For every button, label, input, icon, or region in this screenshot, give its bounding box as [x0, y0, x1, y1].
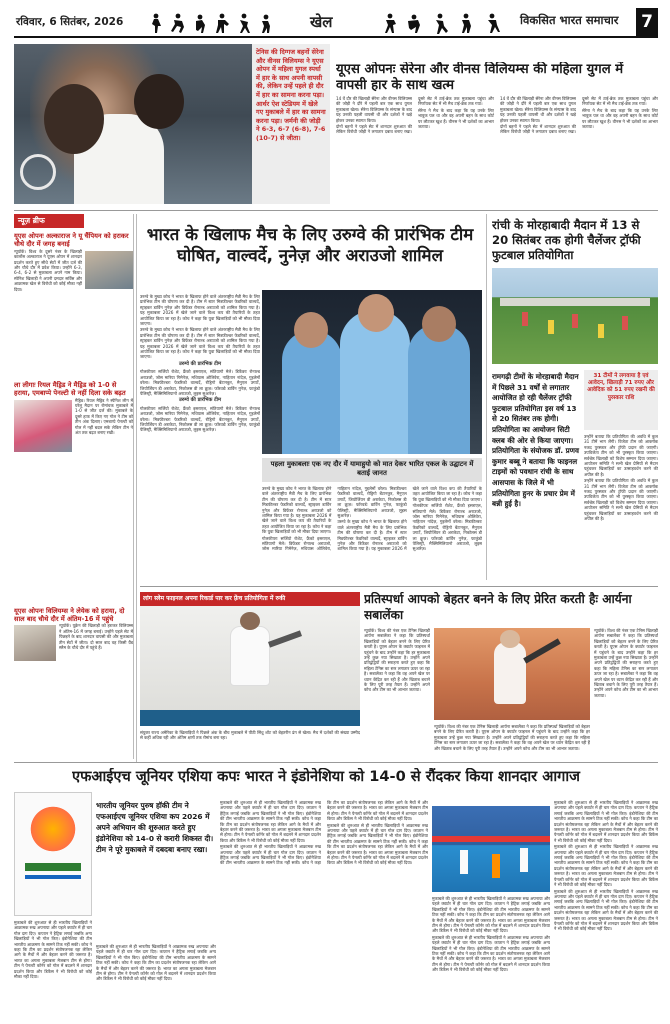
story5-para: न्यूयॉर्क। विश्व की नंबर एक टेनिस खिलाड़ी आर्यना सबालेंका ने कहा कि प्रतिस्पर्धा खिलाड़ियों को बेहतर बनने के लिए प्रेरित करती है। यूएस ओपन के क्वार्टर फाइनल में पहुंचने के बाद उन्होंने कहा कि हर मुकाबला उन्हें कुछ नया सिखाता है। उन्होंने अपने प्रतिद्वंद्वियों की सराहना करते हुए कहा कि महिला टेनिस का स्तर लगातार ऊपर जा रहा है। सबालेंका ने कहा कि वह अपने खेल पर ध्यान केंद्रित कर रही हैं और खिताब बचाने के लिए पूरी तरह तैयार हैं। उन्होंने अपने कोच और टीम का भी आभार जताया।	[364, 628, 430, 693]
story2-caption-box	[262, 458, 482, 482]
story6-right	[554, 800, 658, 1016]
divider	[14, 210, 658, 211]
story4-top-label: लांग स्लेम फाइनल अपना रिकार्ड पार कर फ़्रेंच प्रतियोगिता में रुकी	[143, 595, 286, 602]
brief-text: न्यूयॉर्क। यूक्रेन की खिलाड़ी को हराकर विलियम्स ने अंतिम-16 में जगह बनाई। उन्होंने पहले सेट में पिछड़ने के बाद शानदार वापसी की और मुकाबला तीन सेटों में जीता। दो साल बाद वह किसी ग्रैंड स्लैम के चौथे दौर में पहुंचे हैं।	[59, 623, 133, 651]
sidebar-divider	[136, 214, 137, 762]
page-number: 7	[636, 8, 658, 36]
story6-para: मुकाबले की शुरुआत से ही भारतीय खिलाड़ियों ने आक्रामक रुख अपनाया और पहले क्वार्टर में ही चार गोल दाग दिए। कप्तान ने हैट्रिक लगाई जबकि अन्य खिलाड़ियों ने भी गोल किए। इंडोनेशिया की टीम भारतीय आक्रमण के सामने टिक नहीं सकी। कोच ने कहा कि टीम का प्रदर्शन संतोषजनक रहा लेकिन आगे के मैचों में और बेहतर करने की जरूरत है। भारत का अगला मुकाबला मेजबान टीम से होगा। टीम ने पेनल्टी कॉर्नर को गोल में बदलने में शानदार प्रदर्शन किया और डिफेंस ने भी विरोधी को कोई मौका नहीं दिया।	[14, 920, 92, 980]
story2-caption: पहला मुकाबलाः एक नए दौर में यामाहुयो को मात देकर भारित एकल के उद्घाटन में बताई जानत	[270, 460, 474, 477]
newspaper-name: विकसित भारत समाचार	[520, 13, 619, 27]
story3-lead: रामगढ़ी टीमों के मोरहाबादी मैदान में पिछले 31 वर्षों से लगातार आयोजित हो रही चैलेंजर ट्रॉफी फुटबाल प्रतियोगिता इस वर्ष 13 से 20 सितंबर तक होगी। प्रतियोगिता का आयोजन सिटी क्लब की ओर से किया जाएगा। प्रतियोगिता के संयोजक डॉ. प्रणव कुमार बब्बू ने बताया कि फाइनल टाइमों को पवधान रांची के साथ आसपास के जिले में भी प्रतियोगिता हुनर के प्रचार प्रेम में बन्नी हुई है।	[492, 372, 579, 509]
story2-body: उरुग्वे के मुख्य कोच ने भारत के खिलाफ होने वाले अंतरराष्ट्रीय मैत्री मैच के लिए प्रारंभिक टीम की घोषणा कर दी है। टीम में स्टार मिडफील्डर फेडरिको वाल्वर्दे, स्ट्राइकर डार्विन नुनेज़ और डिफेंडर रोनाल्ड अराउजो को शामिल किया गया है। यह मुकाबला 2026 में खेले जाने वाले विश्व कप की तैयारियों के तहत आयोजित किया जा रहा है। कोच ने कहा कि युवा खिलाड़ियों को भी मौका दिया जाएगा।	[140, 294, 260, 327]
story2-roster: गोलकीपरः सर्जियो रोशेट, फ्रैंको इसराएल, संतियागो मेले। डिफेंडरः रोनाल्ड अराउजो, जोस मारिया गिमेनेज़, मथियास ओलिवेरा, नाहितान नांदेज़, गुइलेर्मो वरेला। मिडफील्डरः फेडरिको वाल्वर्दे, रोड्रिगो बेंटानकुर, मैनुएल उगार्टे, जियोर्जियन डी अराकेटा, निकोलस डी ला क्रूज़। फॉरवर्डः डार्विन नुनेज़, फाकुंडो पेलिस्ट्री, मैक्सिमिलियानो अराउजो, लुइस सुआरेज़।	[140, 369, 260, 396]
story1-headline: यूएस ओपनः सेरेना और वीनस विलियम्स की महिला युगल में वापसी हार के साथ खत्म	[336, 62, 624, 93]
story6-left-text	[14, 920, 92, 1016]
story5-para: न्यूयॉर्क। विश्व की नंबर एक टेनिस खिलाड़ी आर्यना सबालेंका ने कहा कि प्रतिस्पर्धा खिलाड़ियों को बेहतर बनने के लिए प्रेरित करती है। यूएस ओपन के क्वार्टर फाइनल में पहुंचने के बाद उन्होंने कहा कि हर मुकाबला उन्हें कुछ नया सिखाता है। उन्होंने अपने प्रतिद्वंद्वियों की सराहना करते हुए कहा कि महिला टेनिस का स्तर लगातार ऊपर जा रहा है। सबालेंका ने कहा कि वह अपने खेल पर ध्यान केंद्रित कर रही हैं और खिताब बचाने के लिए पूरी तरह तैयार हैं। उन्होंने अपने कोच और टीम का भी आभार जताया।	[434, 724, 590, 751]
story2-body: उरुग्वे के मुख्य कोच ने भारत के खिलाफ होने वाले अंतरराष्ट्रीय मैत्री मैच के लिए प्रारंभिक टीम की घोषणा कर दी है। टीम में स्टार मिडफील्डर फेडरिको वाल्वर्दे, स्ट्राइकर डार्विन नुनेज़ और डिफेंडर रोनाल्ड अराउजो को शामिल किया गया है। यह मुकाबला 2026 में खेले जाने वाले विश्व कप की तैयारियों के तहत आयोजित किया जा रहा है। कोच ने कहा कि युवा खिलाड़ियों को भी मौका दिया जाएगा।	[337, 486, 482, 552]
story1-para: सेरेना ने मैच के बाद कहा कि यह उनके लिए भावुक पल था और वह अपनी बहन के साथ कोर्ट पर लौटकर खुश हैं। वीनस ने भी दर्शकों का आभार जताया।	[582, 107, 658, 130]
story5-col-under-photo	[434, 724, 590, 758]
story6-para: मुकाबले की शुरुआत से ही भारतीय खिलाड़ियों ने आक्रामक रुख अपनाया और पहले क्वार्टर में ही चार गोल दाग दिए। कप्तान ने हैट्रिक लगाई जबकि अन्य खिलाड़ियों ने भी गोल किए। इंडोनेशिया की टीम भारतीय आक्रमण के सामने टिक नहीं सकी। कोच ने कहा कि टीम का प्रदर्शन संतोषजनक रहा लेकिन आगे के मैचों में और बेहतर करने की जरूरत है। भारत का अगला मुकाबला मेजबान टीम से होगा। टीम ने पेनल्टी कॉर्नर को गोल में बदलने में शानदार प्रदर्शन किया और डिफेंस ने भी विरोधी को कोई मौका नहीं दिया।	[432, 934, 550, 973]
story6-para: मुकाबले की शुरुआत से ही भारतीय खिलाड़ियों ने आक्रामक रुख अपनाया और पहले क्वार्टर में ही चार गोल दाग दिए। कप्तान ने हैट्रिक लगाई जबकि अन्य खिलाड़ियों ने भी गोल किए। इंडोनेशिया की टीम भारतीय आक्रमण के सामने टिक नहीं सकी। कोच ने कहा कि टीम का प्रदर्शन संतोषजनक रहा लेकिन आगे के मैचों में और बेहतर करने की जरूरत है। भारत का अगला मुकाबला मेजबान टीम से होगा। टीम ने पेनल्टी कॉर्नर को गोल में बदलने में शानदार प्रदर्शन किया और डिफेंस ने भी विरोधी को कोई मौका नहीं दिया।	[554, 844, 658, 888]
story6-under-photo	[432, 896, 550, 1016]
story3-para: उन्होंने बताया कि प्रतियोगिता की अवधि में कुल 31 टीमें भाग लेंगी। विजेता टीम को आकर्षक नकद पुरस्कार और ट्रॉफी प्रदान की जाएगी। उपविजेता टीम को भी पुरस्कृत किया जाएगा। सर्वश्रेष्ठ खिलाड़ी को विशेष सम्मान दिया जाएगा। आयोजन समिति ने सभी खेल प्रेमियों से मैदान पहुंचकर खिलाड़ियों का उत्साहवर्धन करने की अपील की है।	[584, 478, 658, 522]
story6-para: मुकाबले की शुरुआत से ही भारतीय खिलाड़ियों ने आक्रामक रुख अपनाया और पहले क्वार्टर में ही चार गोल दाग दिए। कप्तान ने हैट्रिक लगाई जबकि अन्य खिलाड़ियों ने भी गोल किए। इंडोनेशिया की टीम भारतीय आक्रमण के सामने टिक नहीं सकी। कोच ने कहा कि टीम का प्रदर्शन संतोषजनक रहा लेकिन आगे के मैचों में और बेहतर करने की जरूरत है। भारत का अगला मुकाबला मेजबान टीम से होगा। टीम ने पेनल्टी कॉर्नर को गोल में बदलने में शानदार प्रदर्शन किया और डिफेंस ने भी विरोधी को कोई मौका नहीं दिया।	[327, 822, 428, 866]
divider	[14, 762, 658, 763]
tennis-player-photo	[140, 606, 360, 726]
sports-silhouettes-left	[148, 12, 278, 34]
story5-col3	[594, 628, 658, 756]
story2-subhead: उरुग्वे की प्रारंभिक टीम	[179, 397, 221, 404]
brief-text: मैड्रिड। रियल मैड्रिड ने स्पेनिश लीग में घरेलू मैदान पर रोमांचक मुकाबले में 1-0 से जीत दर्ज की। मुकाबले के दूसरे हाफ में किए गए गोल ने टीम को तीन अंक दिलाए। एमबाप्पे पेनल्टी को गोल में नहीं बदल सके लेकिन टीम ने अंत तक बढ़त बनाए रखी।	[75, 397, 133, 436]
story4-caption	[140, 730, 360, 760]
brief-title: यूएस ओपनः अल्काराज ने यू चैंपियन को हराकर चौथे दौर में जगह बनाई	[14, 232, 129, 249]
story6-lead-under	[96, 944, 216, 1016]
story6-middle	[220, 800, 428, 1016]
brief-title: ला लीगाः रियल मैड्रिड ने मैड्रिड को 1-0 से हराया, एमबाप्पे पेनल्टी से नहीं दिला सके बढ़त	[14, 380, 126, 398]
story5-col1	[364, 628, 430, 756]
divider	[140, 586, 658, 587]
story2-body: उरुग्वे के मुख्य कोच ने भारत के खिलाफ होने वाले अंतरराष्ट्रीय मैत्री मैच के लिए प्रारंभिक टीम की घोषणा कर दी है। टीम में स्टार मिडफील्डर फेडरिको वाल्वर्दे, स्ट्राइकर डार्विन नुनेज़ और डिफेंडर रोनाल्ड अराउजो को शामिल किया गया है। यह मुकाबला 2026 में खेले जाने वाले विश्व कप की तैयारियों के तहत आयोजित किया जा रहा है। कोच ने कहा कि युवा खिलाड़ियों को भी मौका दिया जाएगा।	[140, 327, 260, 360]
brief-text: न्यूयॉर्क। विश्व के दूसरे नंबर के खिलाड़ी कार्लोस अल्काराज ने यूएस ओपन में शानदार प्रदर्शन करते हुए सीधे सेटों में जीत दर्ज की और चौथे दौर में प्रवेश किया। उन्होंने 6-3, 6-4, 6-2 से मुकाबला अपने नाम किया। स्पेनिश खिलाड़ी ने अपनी दमदार सर्विस और आक्रामक खेल से विरोधी को कोई मौका नहीं दिया।	[14, 248, 82, 292]
story1-para: 14 वें दौर की खिलाड़ी सेरेना और वीनस विलियम्स की जोड़ी ने दौरे में पहली बार एक साथ युगल मुकाबला खेला। सेरेना विलियम्स के संन्यास के बाद यह उनकी पहली वापसी थी और दर्शकों ने खड़े होकर उनका स्वागत किया।	[336, 96, 412, 123]
story2-body: उरुग्वे के मुख्य कोच ने भारत के खिलाफ होने वाले अंतरराष्ट्रीय मैत्री मैच के लिए प्रारंभिक टीम की घोषणा कर दी है। टीम में स्टार मिडफील्डर फेडरिको वाल्वर्दे, स्ट्राइकर डार्विन नुनेज़ और डिफेंडर रोनाल्ड अराउजो को शामिल किया गया है। यह मुकाबला 2026 में खेले जाने वाले विश्व कप की तैयारियों के तहत आयोजित किया जा रहा है। कोच ने कहा कि युवा खिलाड़ियों को भी मौका दिया जाएगा।	[262, 486, 332, 535]
brief-photo	[85, 251, 133, 289]
masthead	[14, 8, 658, 38]
story6-headline: एफआईएच जूनियर एशिया कपः भारत ने इंडोनेशिया को 14-0 से रौंदकर किया शानदार आगाज	[72, 768, 580, 785]
story1-para: दोनों बहनों ने पहले सेट में शानदार शुरुआत की लेकिन विरोधी जोड़ी ने लगातार दबाव बनाए रखा। दूसरे सेट में टाई-ब्रेक तक मुकाबला पहुंचा और निर्णायक सेट में भी मैच टाई-ब्रेक तक गया।	[336, 96, 494, 135]
story2-roster: गोलकीपरः सर्जियो रोशेट, फ्रैंको इसराएल, संतियागो मेले। डिफेंडरः रोनाल्ड अराउजो, जोस मारिया गिमेनेज़, मथियास ओलिवेरा, नाहितान नांदेज़, गुइलेर्मो वरेला। मिडफील्डरः फेडरिको वाल्वर्दे, रोड्रिगो बेंटानकुर, मैनुएल उगार्टे, जियोर्जियन डी अराकेटा, निकोलस डी ला क्रूज़। फॉरवर्डः डार्विन नुनेज़, फाकुंडो पेलिस्ट्री, मैक्सिमिलियानो अराउजो, लुइस सुआरेज़।	[262, 486, 407, 552]
story5-headline: प्रतिस्पर्धा आपको बेहतर बनने के लिए प्रेरित करती हैः आर्यना सबालेंका	[364, 592, 632, 622]
story6-para: मुकाबले की शुरुआत से ही भारतीय खिलाड़ियों ने आक्रामक रुख अपनाया और पहले क्वार्टर में ही चार गोल दाग दिए। कप्तान ने हैट्रिक लगाई जबकि अन्य खिलाड़ियों ने भी गोल किए। इंडोनेशिया की टीम भारतीय आक्रमण के सामने टिक नहीं सकी। कोच ने कहा कि टीम का प्रदर्शन संतोषजनक रहा लेकिन आगे के मैचों में और बेहतर करने की जरूरत है। भारत का अगला मुकाबला मेजबान टीम से होगा। टीम ने पेनल्टी कॉर्नर को गोल में बदलने में शानदार प्रदर्शन किया और डिफेंस ने भी विरोधी को कोई मौका नहीं दिया।	[220, 800, 428, 866]
uruguay-team-photo	[262, 290, 482, 454]
sidebar-label: न्यूज़ ब्रीफ	[14, 214, 84, 228]
story6-para: मुकाबले की शुरुआत से ही भारतीय खिलाड़ियों ने आक्रामक रुख अपनाया और पहले क्वार्टर में ही चार गोल दाग दिए। कप्तान ने हैट्रिक लगाई जबकि अन्य खिलाड़ियों ने भी गोल किए। इंडोनेशिया की टीम भारतीय आक्रमण के सामने टिक नहीं सकी। कोच ने कहा कि टीम का प्रदर्शन संतोषजनक रहा लेकिन आगे के मैचों में और बेहतर करने की जरूरत है। भारत का अगला मुकाबला मेजबान टीम से होगा। टीम ने पेनल्टी कॉर्नर को गोल में बदलने में शानदार प्रदर्शन किया और डिफेंस ने भी विरोधी को कोई मौका नहीं दिया।	[432, 896, 550, 934]
story2-roster: गोलकीपरः सर्जियो रोशेट, फ्रैंको इसराएल, संतियागो मेले। डिफेंडरः रोनाल्ड अराउजो, जोस मारिया गिमेनेज़, मथियास ओलिवेरा, नाहितान नांदेज़, गुइलेर्मो वरेला। मिडफील्डरः फेडरिको वाल्वर्दे, रोड्रिगो बेंटानकुर, मैनुएल उगार्टे, जियोर्जियन डी अराकेटा, निकोलस डी ला क्रूज़। फॉरवर्डः डार्विन नुनेज़, फाकुंडो पेलिस्ट्री, मैक्सिमिलियानो अराउजो, लुइस सुआरेज़।	[412, 503, 482, 552]
story4-label	[140, 592, 360, 606]
story3-headline: रांची के मोरहाबादी मैदान में 13 से 20 सितंबर तक होगी चैलेंजर ट्रॉफी फुटबाल प्रतियोगिता	[492, 218, 641, 262]
story2-roster: गोलकीपरः सर्जियो रोशेट, फ्रैंको इसराएल, संतियागो मेले। डिफेंडरः रोनाल्ड अराउजो, जोस मारिया गिमेनेज़, मथियास ओलिवेरा, नाहितान नांदेज़, गुइलेर्मो वरेला। मिडफील्डरः फेडरिको वाल्वर्दे, रोड्रिगो बेंटानकुर, मैनुएल उगार्टे, जियोर्जियन डी अराकेटा, निकोलस डी ला क्रूज़। फॉरवर्डः डार्विन नुनेज़, फाकुंडो पेलिस्ट्री, मैक्सिमिलियानो अराउजो, लुइस सुआरेज़।	[140, 405, 260, 433]
story3-body	[584, 434, 658, 584]
story1-para: सेरेना ने मैच के बाद कहा कि यह उनके लिए भावुक पल था और वह अपनी बहन के साथ कोर्ट पर लौटकर खुश हैं। वीनस ने भी दर्शकों का आभार जताया।	[418, 107, 494, 130]
hockey-logo-photo	[14, 792, 92, 916]
story6-para: मुकाबले की शुरुआत से ही भारतीय खिलाड़ियों ने आक्रामक रुख अपनाया और पहले क्वार्टर में ही चार गोल दाग दिए। कप्तान ने हैट्रिक लगाई जबकि अन्य खिलाड़ियों ने भी गोल किए। इंडोनेशिया की टीम भारतीय आक्रमण के सामने टिक नहीं सकी। कोच ने कहा कि टीम का प्रदर्शन संतोषजनक रहा लेकिन आगे के मैचों में और बेहतर करने की जरूरत है। भारत का अगला मुकाबला मेजबान टीम से होगा। टीम ने पेनल्टी कॉर्नर को गोल में बदलने में शानदार प्रदर्शन किया और डिफेंस ने भी विरोधी को कोई मौका नहीं दिया।	[96, 944, 216, 982]
sabalenka-photo	[434, 628, 590, 720]
story4-caption-text: संयुक्त राज्य अमेरिका के खिलाड़ियों ने पिछले अंक के बीच मुकाबले में पीठी सिंधु शॉट को बेहतरीन ढंग से खेला। मैच में दर्शकों की संख्या उम्मीद से कहीं अधिक रही और अंतिम क्षणों तक रोमांच बना रहा।	[140, 730, 360, 741]
story2-subhead: उरुग्वे की प्रारंभिक टीम	[179, 360, 221, 367]
football-match-photo	[492, 268, 658, 364]
divider	[486, 214, 487, 580]
issue-date: रविवार, 6 सितंबर, 2026	[16, 16, 124, 28]
news-brief-sidebar	[14, 214, 134, 759]
story6-lead: भारतीय जूनियर पुरुष हॉकी टीम ने एफआईएच जूनियर एशिया कप 2026 में अपने अभियान की शुरुआत करते हुए इंडोनेशिया को 14-0 से करारी शिकस्त दी। टीम ने पूरे मुकाबले में दबदबा बनाए रखा।	[96, 801, 214, 854]
story1-caption: टेनिस की दिग्गज बहनों सेरेना और वीनस विलियम्स ने यूएस ओपन में महिला युगल स्पर्धा में हार के साथ अपनी वापसी की, लेकिन उन्हें पहले ही दौर में हार का सामना करना पड़ा। आर्थर ऐश स्टेडियम में खेले गए मुकाबले में हार का सामना करना पड़ा। जर्मनी की जोड़ी ने 6-3, 6-7 (6-8), 7-6 (10-7) से जीता।	[256, 48, 326, 142]
story3-para: उन्होंने बताया कि प्रतियोगिता की अवधि में कुल 31 टीमें भाग लेंगी। विजेता टीम को आकर्षक नकद पुरस्कार और ट्रॉफी प्रदान की जाएगी। उपविजेता टीम को भी पुरस्कृत किया जाएगा। सर्वश्रेष्ठ खिलाड़ी को विशेष सम्मान दिया जाएगा। आयोजन समिति ने सभी खेल प्रेमियों से मैदान पहुंचकर खिलाड़ियों का उत्साहवर्धन करने की अपील की है।	[584, 434, 658, 477]
story3-pull: 31 टीमों ने लगवाया है एवं आवेदन, खिलाड़ी 71 रुपए और आवेदिक को 51 रुपए रखनी की पुरस्कार राशि	[587, 373, 655, 401]
story2-left-column	[140, 294, 260, 538]
hockey-match-photo	[432, 806, 550, 892]
brief-photo	[14, 400, 72, 452]
story1-body	[336, 96, 658, 204]
story6-para: मुकाबले की शुरुआत से ही भारतीय खिलाड़ियों ने आक्रामक रुख अपनाया और पहले क्वार्टर में ही चार गोल दाग दिए। कप्तान ने हैट्रिक लगाई जबकि अन्य खिलाड़ियों ने भी गोल किए। इंडोनेशिया की टीम भारतीय आक्रमण के सामने टिक नहीं सकी। कोच ने कहा कि टीम का प्रदर्शन संतोषजनक रहा लेकिन आगे के मैचों में और बेहतर करने की जरूरत है। भारत का अगला मुकाबला मेजबान टीम से होगा। टीम ने पेनल्टी कॉर्नर को गोल में बदलने में शानदार प्रदर्शन किया और डिफेंस ने भी विरोधी को कोई मौका नहीं दिया।	[554, 800, 658, 843]
story1-caption-box	[252, 44, 330, 204]
story6-para: मुकाबले की शुरुआत से ही भारतीय खिलाड़ियों ने आक्रामक रुख अपनाया और पहले क्वार्टर में ही चार गोल दाग दिए। कप्तान ने हैट्रिक लगाई जबकि अन्य खिलाड़ियों ने भी गोल किए। इंडोनेशिया की टीम भारतीय आक्रमण के सामने टिक नहीं सकी। कोच ने कहा कि टीम का प्रदर्शन संतोषजनक रहा लेकिन आगे के मैचों में और बेहतर करने की जरूरत है। भारत का अगला मुकाबला मेजबान टीम से होगा। टीम ने पेनल्टी कॉर्नर को गोल में बदलने में शानदार प्रदर्शन किया और डिफेंस ने भी विरोधी को कोई मौका नहीं दिया।	[220, 800, 321, 843]
brief-title: यूएस ओपनः विलियम्स ने लेयेक को हराया, दो साल बाद चौथे दौर में अंतिम-16 में पहुंचे	[14, 606, 125, 624]
sports-silhouettes-right	[380, 12, 510, 34]
story2-headline: भारत के खिलाफ मैच के लिए उरुग्वे की प्रारंभिक टीम घोषित, वाल्वर्दे, नुनेज़ और अराउजो शामिल	[146, 224, 474, 265]
story3-pullquote	[584, 370, 658, 430]
section-name: खेल	[310, 13, 333, 31]
story6-para: मुकाबले की शुरुआत से ही भारतीय खिलाड़ियों ने आक्रामक रुख अपनाया और पहले क्वार्टर में ही चार गोल दाग दिए। कप्तान ने हैट्रिक लगाई जबकि अन्य खिलाड़ियों ने भी गोल किए। इंडोनेशिया की टीम भारतीय आक्रमण के सामने टिक नहीं सकी। कोच ने कहा कि टीम का प्रदर्शन संतोषजनक रहा लेकिन आगे के मैचों में और बेहतर करने की जरूरत है। भारत का अगला मुकाबला मेजबान टीम से होगा। टीम ने पेनल्टी कॉर्नर को गोल में बदलने में शानदार प्रदर्शन किया और डिफेंस ने भी विरोधी को कोई मौका नहीं दिया।	[554, 888, 658, 932]
serena-venus-photo	[14, 44, 252, 204]
story1-para: दोनों बहनों ने पहले सेट में शानदार शुरुआत की लेकिन विरोधी जोड़ी ने लगातार दबाव बनाए रखा। दूसरे सेट में टाई-ब्रेक तक मुकाबला पहुंचा और निर्णायक सेट में भी मैच टाई-ब्रेक तक गया।	[500, 96, 658, 135]
story5-para: न्यूयॉर्क। विश्व की नंबर एक टेनिस खिलाड़ी आर्यना सबालेंका ने कहा कि प्रतिस्पर्धा खिलाड़ियों को बेहतर बनने के लिए प्रेरित करती है। यूएस ओपन के क्वार्टर फाइनल में पहुंचने के बाद उन्होंने कहा कि हर मुकाबला उन्हें कुछ नया सिखाता है। उन्होंने अपने प्रतिद्वंद्वियों की सराहना करते हुए कहा कि महिला टेनिस का स्तर लगातार ऊपर जा रहा है। सबालेंका ने कहा कि वह अपने खेल पर ध्यान केंद्रित कर रही हैं और खिताब बचाने के लिए पूरी तरह तैयार हैं। उन्होंने अपने कोच और टीम का भी आभार जताया।	[594, 628, 658, 698]
story2-lower-body	[262, 486, 482, 580]
story1-para: 14 वें दौर की खिलाड़ी सेरेना और वीनस विलियम्स की जोड़ी ने दौरे में पहली बार एक साथ युगल मुकाबला खेला। सेरेना विलियम्स के संन्यास के बाद यह उनकी पहली वापसी थी और दर्शकों ने खड़े होकर उनका स्वागत किया।	[500, 96, 576, 123]
brief-photo	[14, 625, 56, 661]
